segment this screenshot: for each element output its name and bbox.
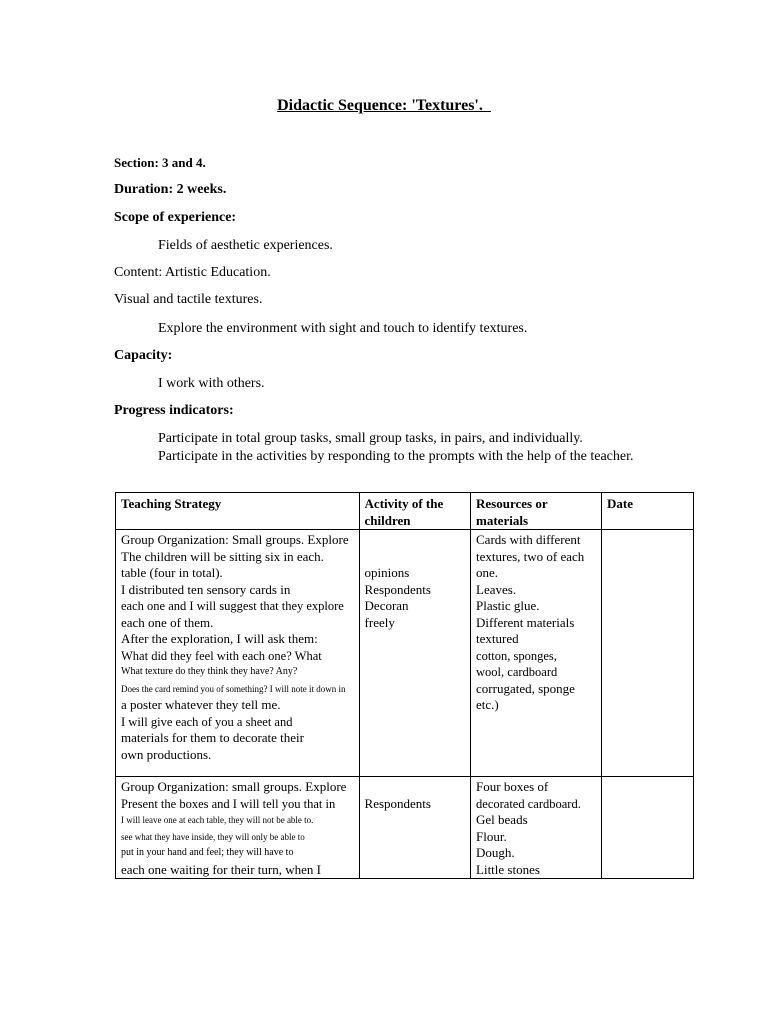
table-header-row xyxy=(116,493,694,530)
resource-line: Flour. xyxy=(476,828,507,844)
strategy-line: each one and I will suggest that they explore xyxy=(121,599,344,613)
activity-cell xyxy=(359,530,470,777)
header-date: Date xyxy=(601,493,693,530)
resource-line: corrugated, sponge xyxy=(476,680,575,696)
capacity-item: I work with others. xyxy=(158,376,265,391)
strategy-line: own productions. xyxy=(121,746,212,762)
strategy-line: table (four in total). xyxy=(121,565,223,580)
activity-cell xyxy=(359,777,470,879)
activity-line: freely xyxy=(364,614,395,630)
progress-item: Participate in total group tasks, small group tasks, in pairs, and individually. xyxy=(158,431,583,446)
strategy-line: Group Organization: small groups. Explore xyxy=(121,779,347,794)
document-title: Didactic Sequence: 'Textures'. xyxy=(277,97,491,114)
resource-line: Dough. xyxy=(476,845,515,860)
resource-line: Different materials xyxy=(476,614,575,630)
resource-line: Cards with different xyxy=(476,532,581,547)
visual-line: Visual and tactile textures. xyxy=(114,292,263,307)
progress-heading: Progress indicators: xyxy=(114,403,234,418)
resource-line: Plastic glue. xyxy=(476,598,540,613)
table-row xyxy=(116,777,694,879)
section-line: Section: 3 and 4. xyxy=(114,155,206,170)
strategy-line: each one of them. xyxy=(121,614,214,630)
strategy-line: see what they have inside, they will only be able to xyxy=(121,831,305,842)
didactic-table xyxy=(115,492,694,879)
activity-line: Respondents xyxy=(364,795,431,811)
strategy-line: a poster whatever they tell me. xyxy=(121,697,281,712)
resource-line: cotton, sponges, xyxy=(476,648,557,663)
strategy-line: What texture do they think they have? Any? xyxy=(121,666,298,677)
resource-line: Little stones xyxy=(476,861,540,877)
resource-line: textures, two of each xyxy=(476,548,585,564)
header-teaching-strategy: Teaching Strategy xyxy=(116,493,360,530)
strategy-cell xyxy=(116,777,360,879)
activity-line xyxy=(365,549,465,566)
header-resources: Resources or materials xyxy=(471,493,602,530)
strategy-line: Does the card remind you of something? I will note it down in xyxy=(121,683,346,694)
resource-line: Gel beads xyxy=(476,812,528,827)
strategy-line: materials for them to decorate their xyxy=(121,730,305,745)
activity-line: opinions xyxy=(364,565,410,580)
strategy-line: I distributed ten sensory cards in xyxy=(121,581,291,597)
strategy-line: What did they feel with each one? What xyxy=(121,648,322,663)
strategy-line: I will give each of you a sheet and xyxy=(121,714,293,729)
header-activity: Activity of the children xyxy=(359,493,470,530)
strategy-line: After the exploration, I will ask them: xyxy=(121,631,318,646)
resource-line: etc.) xyxy=(476,697,499,712)
visual-item: Explore the environment with sight and touch to identify textures. xyxy=(158,321,528,336)
strategy-line: Group Organization: Small groups. Explore xyxy=(121,532,349,547)
scope-item: Fields of aesthetic experiences. xyxy=(158,238,333,253)
duration-line: Duration: 2 weeks. xyxy=(114,182,227,197)
resource-line: textured xyxy=(476,631,519,646)
strategy-line: I will leave one at each table, they will not be able to. xyxy=(121,815,314,825)
resource-line: one. xyxy=(476,565,499,580)
activity-line: Respondents xyxy=(364,581,431,597)
content-line: Content: Artistic Education. xyxy=(114,265,271,280)
strategy-cell xyxy=(116,530,360,777)
activity-line xyxy=(365,779,465,796)
resource-line: decorated cardboard. xyxy=(476,796,581,811)
date-cell xyxy=(601,777,693,879)
activity-line: Decoran xyxy=(364,598,409,613)
strategy-line: each one waiting for their turn, when I xyxy=(121,861,321,877)
resource-line: Four boxes of xyxy=(476,779,549,794)
date-cell xyxy=(601,530,693,777)
strategy-line: The children will be sitting six in each. xyxy=(121,548,324,564)
resources-cell xyxy=(471,777,602,879)
resources-cell xyxy=(471,530,602,777)
resource-line: Leaves. xyxy=(476,581,517,597)
strategy-line: put in your hand and feel; they will have to xyxy=(121,847,294,858)
capacity-heading: Capacity: xyxy=(114,348,173,363)
progress-item: Participate in the activities by responding to the prompts with the help of the teacher. xyxy=(158,449,634,464)
resource-line: wool, cardboard xyxy=(476,665,558,679)
strategy-line: Present the boxes and I will tell you that in xyxy=(121,796,336,811)
scope-heading: Scope of experience: xyxy=(114,210,237,225)
activity-line xyxy=(365,532,465,549)
table-row xyxy=(116,530,694,777)
